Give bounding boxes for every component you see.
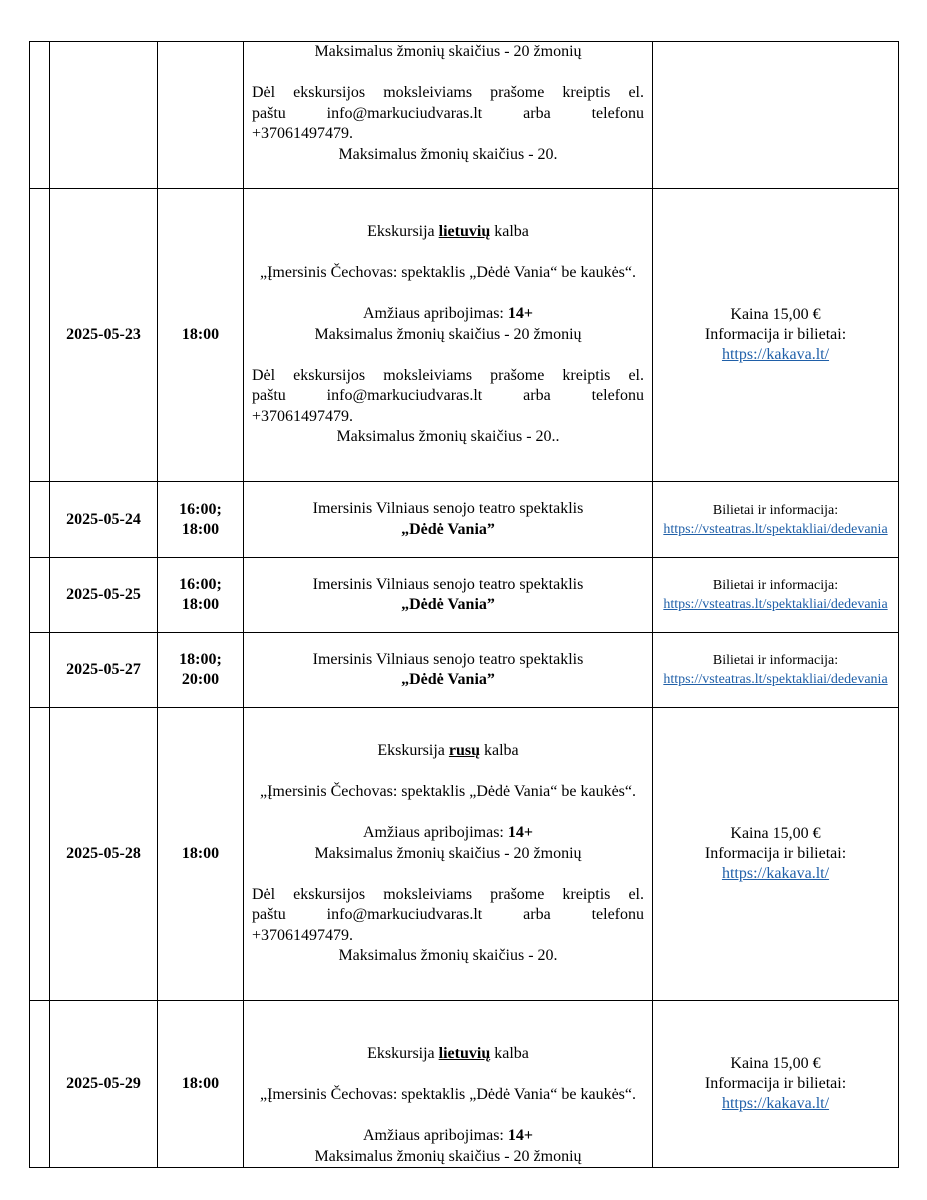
date-cell: 2025-05-23 (50, 189, 158, 482)
show-title: „Dėdė Vania” (401, 520, 495, 538)
max-line: Maksimalus žmonių skaičius - 20. (338, 947, 558, 965)
info-label: Informacija ir bilietai: (704, 845, 847, 862)
info-cell (653, 482, 899, 558)
description-cell (244, 558, 653, 633)
description-cell (244, 1001, 653, 1168)
time-cell: 18:00 (158, 1001, 244, 1168)
info-cell (653, 633, 899, 708)
time-a: 16:00; (179, 500, 222, 518)
ticket-link[interactable]: https://vsteatras.lt/spektakliai/dedevania (663, 672, 888, 687)
event-title: „Įmersinis Čechovas: spektaklis „Dėdė Vania“ be kaukės“. (259, 1086, 637, 1103)
contact-line: Dėl ekskursijos moksleiviams prašome kreiptis el. (252, 885, 644, 903)
info-cell (653, 42, 899, 189)
description-cell (244, 189, 653, 482)
contact-line: paštu info@markuciudvaras.lt arba telefonu (252, 906, 644, 924)
info-label: Informacija ir bilietai: (704, 326, 847, 343)
time-cell (158, 558, 244, 633)
language-line: Ekskursija rusų kalba (377, 742, 519, 760)
max-people-text: Maksimalus žmonių skaičius - 20 žmonių (314, 43, 582, 60)
table-row (30, 558, 899, 633)
time-cell: 18:00 (158, 708, 244, 1001)
price-text: Kaina 15,00 € (730, 825, 821, 842)
time-cell (158, 633, 244, 708)
table-row (30, 1001, 899, 1168)
time-cell (158, 482, 244, 558)
time-cell (158, 42, 244, 189)
contact-line: Dėl ekskursijos moksleiviams prašome kreiptis el. (252, 366, 644, 384)
info-cell (653, 558, 899, 633)
max-people-text: Maksimalus žmonių skaičius - 20 žmonių (314, 844, 582, 862)
info-cell (653, 708, 899, 1001)
table-row (30, 189, 899, 482)
max-people-text: Maksimalus žmonių skaičius - 20 žmonių (314, 325, 582, 343)
index-cell (30, 558, 50, 633)
show-title: „Dėdė Vania” (401, 671, 495, 688)
ticket-link[interactable]: https://vsteatras.lt/spektakliai/dedevania (663, 521, 888, 537)
show-text: Imersinis Vilniaus senojo teatro spektaklis (312, 650, 584, 668)
contact-line: +37061497479. (252, 125, 354, 142)
show-title: „Dėdė Vania” (401, 596, 495, 613)
date-cell: 2025-05-24 (50, 482, 158, 558)
info-label: Bilietai ir informacija: (712, 502, 839, 518)
time-a: 16:00; (179, 576, 222, 593)
index-cell (30, 482, 50, 558)
max-people-text: Maksimalus žmonių skaičius - 20 žmonių (314, 1147, 582, 1165)
time-a: 18:00; (179, 651, 222, 668)
event-title: „Įmersinis Čechovas: spektaklis „Dėdė Vania“ be kaukės“. (259, 783, 637, 801)
info-cell (653, 1001, 899, 1168)
contact-line: +37061497479. (252, 926, 354, 944)
contact-line: +37061497479. (252, 407, 354, 425)
contact-line: paštu info@markuciudvaras.lt arba telefonu (252, 387, 644, 405)
description-cell (244, 633, 653, 708)
event-title: „Įmersinis Čechovas: spektaklis „Dėdė Vania“ be kaukės“. (259, 264, 637, 282)
info-label: Informacija ir bilietai: (704, 1075, 847, 1092)
show-text: Imersinis Vilniaus senojo teatro spektaklis (312, 500, 584, 517)
date-cell (50, 42, 158, 189)
ticket-link[interactable]: https://kakava.lt/ (721, 1095, 830, 1112)
date-cell: 2025-05-27 (50, 633, 158, 708)
time-b: 20:00 (181, 671, 220, 688)
contact-line: paštu info@markuciudvaras.lt arba telefonu (252, 104, 644, 122)
price-text: Kaina 15,00 € (730, 306, 821, 323)
description-cell (244, 42, 653, 189)
table-row (30, 633, 899, 708)
language-line: Ekskursija lietuvių kalba (367, 1045, 529, 1062)
table-row (30, 708, 899, 1001)
index-cell (30, 1001, 50, 1168)
time-cell: 18:00 (158, 189, 244, 482)
age-limit: Amžiaus apribojimas: 14+ (363, 1127, 533, 1144)
info-label: Bilietai ir informacija: (712, 653, 839, 668)
age-limit: Amžiaus apribojimas: 14+ (363, 824, 533, 842)
show-text: Imersinis Vilniaus senojo teatro spektaklis (312, 575, 584, 593)
max-line: Maksimalus žmonių skaičius - 20.. (336, 428, 560, 446)
index-cell (30, 189, 50, 482)
language-line: Ekskursija lietuvių kalba (367, 223, 529, 241)
age-limit: Amžiaus apribojimas: 14+ (363, 305, 533, 323)
ticket-link[interactable]: https://kakava.lt/ (721, 865, 830, 882)
date-cell: 2025-05-25 (50, 558, 158, 633)
schedule-table (29, 41, 899, 1168)
max-line: Maksimalus žmonių skaičius - 20. (338, 145, 558, 163)
description-cell (244, 708, 653, 1001)
ticket-link[interactable]: https://vsteatras.lt/spektakliai/dedevania (663, 597, 888, 612)
contact-line: Dėl ekskursijos moksleiviams prašome kreiptis el. (252, 84, 644, 101)
date-cell: 2025-05-29 (50, 1001, 158, 1168)
index-cell (30, 42, 50, 189)
ticket-link[interactable]: https://kakava.lt/ (721, 346, 830, 363)
info-label: Bilietai ir informacija: (712, 578, 839, 593)
price-text: Kaina 15,00 € (730, 1055, 821, 1072)
description-cell (244, 482, 653, 558)
table-row (30, 482, 899, 558)
index-cell (30, 633, 50, 708)
table-row (30, 42, 899, 189)
time-b: 18:00 (181, 520, 220, 538)
index-cell (30, 708, 50, 1001)
info-cell (653, 189, 899, 482)
date-cell: 2025-05-28 (50, 708, 158, 1001)
time-b: 18:00 (181, 596, 220, 613)
